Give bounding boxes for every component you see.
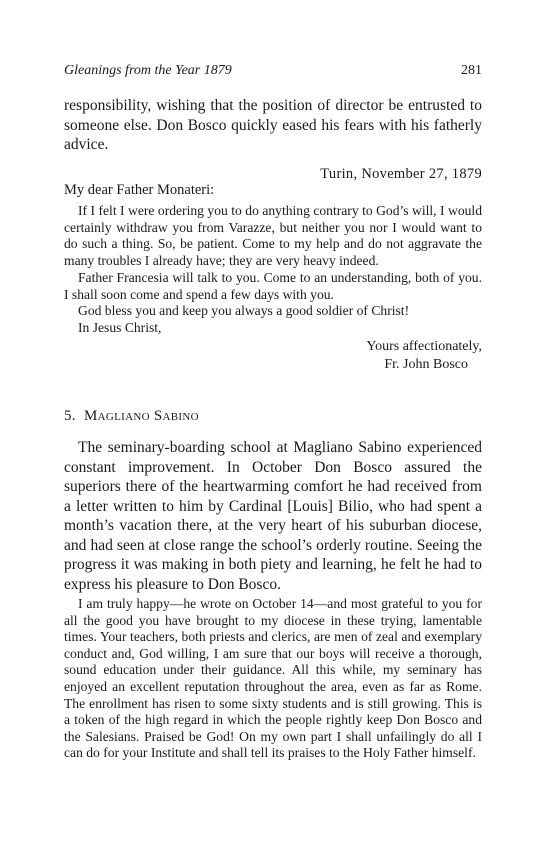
letter-paragraph: If I felt I were ordering you to do anything contrary to God’s will, I would certainly withdraw you from Varazze, but neither you nor I would want to do such a thing. So, be patient. Come to my help and do not aggravate the many troubles I already have; they are very heavy indeed.: [64, 203, 482, 268]
letter-closing-block: [64, 338, 482, 374]
page-number: 281: [461, 63, 482, 78]
running-header: [64, 62, 482, 80]
section-heading: [64, 408, 199, 425]
running-title: Gleanings from the Year 1879: [64, 63, 232, 78]
letter-place-date: Turin, November 27, 1879: [320, 166, 482, 182]
letter-signature: Fr. John Bosco: [384, 357, 468, 372]
letter-salutation: My dear Father Monateri:: [64, 182, 215, 198]
section-paragraph: The seminary-boarding school at Magliano Sabino experienced constant improvement. In October Don Bosco assured the superiors there of the heartwarming comfort he had received from a letter written to him by Cardinal [Louis] Bilio, who had spent a month’s vacation there, at the very heart of his suburban diocese, and had seen at close range the school’s orderly routine. Seeing the progress it was making in both piety and learning, he felt he had to express his pleasure to Don Bosco.: [64, 439, 482, 593]
letter-closing: Yours affectionately,: [366, 339, 482, 354]
section-number: 5.: [64, 408, 76, 424]
letter-paragraph: In Jesus Christ,: [78, 320, 162, 335]
quoted-letter: I am truly happy—he wrote on October 14—and most grateful to you for all the good you have brought to my diocese in these trying, lamentable times. Your teachers, both priests and clerics, are men of zeal and exemplary conduct and, God willing, I am sure that our boys will receive a thorough, sound education under their guidance. All this while, my seminary has enjoyed an excellent reputation throughout the area, even as far as Rome. The enrollment has risen to some sixty students and is still growing. This is a token of the high regard in which the people rightly keep Don Bosco and the Salesians. Praised be God! On my own part I shall unfailingly do all I can do for your Institute and shall tell its praises to the Holy Father himself.: [64, 596, 482, 761]
section-title: Magliano Sabino: [83, 408, 199, 424]
intro-paragraph: responsibility, wishing that the position of director be entrusted to someone else. Don Bosco quickly eased his fears with his fatherly advice.: [64, 97, 482, 153]
letter-paragraph: God bless you and keep you always a good soldier of Christ!: [78, 303, 410, 318]
letter-paragraph: Father Francesia will talk to you. Come to an understanding, both of you. I shall soon come and spend a few days with you.: [64, 270, 482, 302]
